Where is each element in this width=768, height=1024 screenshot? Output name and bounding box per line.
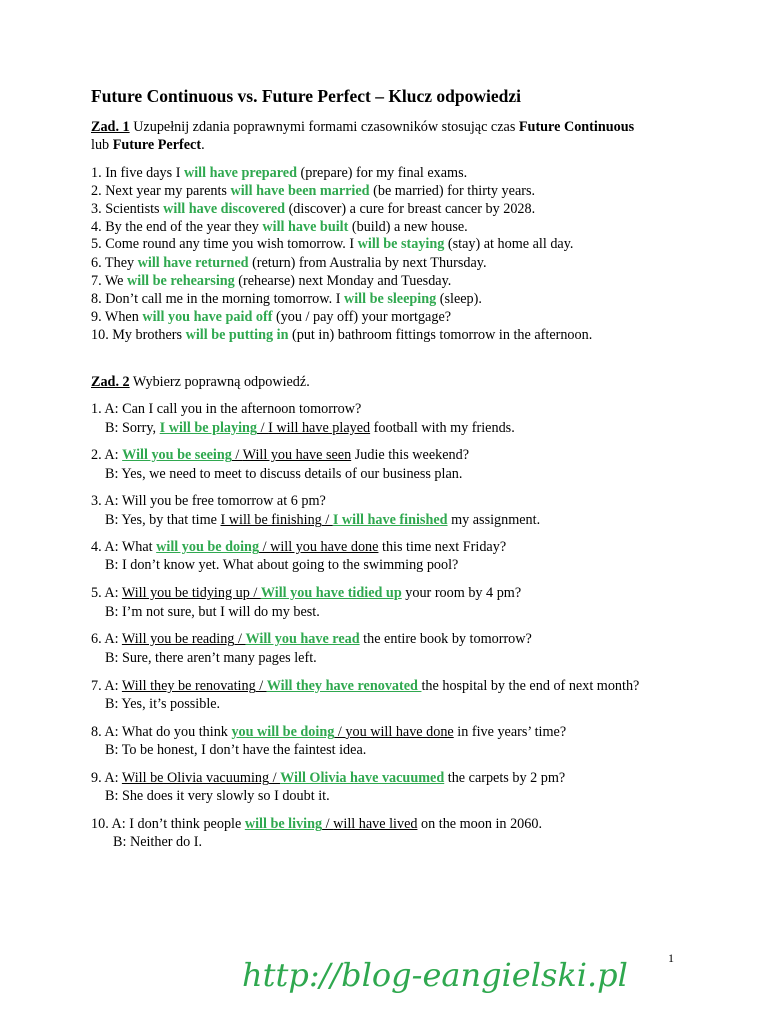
zad2-question: 1. A: Can I call you in the afternoon tomorrow? [91,401,362,417]
zad2-response: B: Yes, it’s possible. [105,696,221,712]
zad2-question: 6. A: Will you be reading / Will you have read the entire book by tomorrow? [91,631,532,647]
zad1-instruction-period: . [201,137,205,153]
correct-option: will you be doing [156,539,260,555]
zad2-answer-line: B: Sorry, I will be playing / I will have played football with my friends. [105,420,515,436]
zad1-item: 6. They will have returned (return) from Australia by next Thursday. [91,255,487,271]
zad2-question: 3. A: Will you be free tomorrow at 6 pm? [91,493,326,509]
correct-option: I will be playing [159,420,258,436]
zad2-question: 9. A: Will be Olivia vacuuming / Will Olivia have vacuumed the carpets by 2 pm? [91,770,566,786]
zad2-response: B: She does it very slowly so I doubt it. [105,788,330,804]
footer-url-text: http://blog-eangielski.pl [242,956,628,994]
zad2-question: 10. A: I don’t think people will be living / will have lived on the moon in 2060. [91,816,542,832]
zad2-response: B: I don’t know yet. What about going to the swimming pool? [105,557,459,573]
tense-future-perfect: Future Perfect [112,137,202,153]
incorrect-option: Will they be renovating [121,678,256,694]
zad1-item: 9. When will you have paid off (you / pay off) your mortgage? [91,309,452,325]
zad1-item: 8. Don’t call me in the morning tomorrow. I will be sleeping (sleep). [91,291,482,307]
zad2-response: B: Neither do I. [113,834,203,850]
zad2-instruction: Zad. 2 Wybierz poprawną odpowiedź. [91,374,310,390]
incorrect-option: Will be Olivia vacuuming [121,770,270,786]
answer: will be rehearsing [127,273,235,289]
zad2-question: 4. A: What will you be doing / will you have done this time next Friday? [91,539,507,555]
correct-option: Will you have read [245,631,360,647]
footer-url[interactable] [238,948,628,1008]
zad1-item: 2. Next year my parents will have been married (be married) for thirty years. [91,183,536,199]
correct-option: you will be doing [231,724,335,740]
zad2-question: 7. A: Will they be renovating / Will they have renovated the hospital by the end of next month? [91,678,640,694]
correct-option: Will you have tidied up [260,585,402,601]
page-number: 1 [668,951,674,965]
answer: will have prepared [183,165,297,181]
answer: will be sleeping [343,291,437,307]
zad2-response: B: Yes, we need to meet to discuss details of our business plan. [105,466,463,482]
correct-option: will be living [244,816,323,832]
incorrect-option: Will you be tidying up [121,585,250,601]
answer: will you have paid off [142,309,273,325]
zad1-item: 5. Come round any time you wish tomorrow. I will be staying (stay) at home all day. [91,236,574,252]
zad2-response: B: I’m not sure, but I will do my best. [105,604,320,620]
zad1-instruction-text: Uzupełnij zdania poprawnymi formami czasowników stosując czas [129,119,519,135]
zad2-response: B: Sure, there aren’t many pages left. [105,650,317,666]
zad1-item: 10. My brothers will be putting in (put in) bathroom fittings tomorrow in the afternoon. [91,327,593,343]
correct-option: Will you be seeing [122,447,232,463]
incorrect-option: I will have played [268,420,371,436]
incorrect-option: Will you be reading [121,631,235,647]
incorrect-option: will have lived [333,816,418,832]
answer: will have discovered [163,201,286,217]
zad2-question: 5. A: Will you be tidying up / Will you have tidied up your room by 4 pm? [91,585,522,601]
zad1-item: 4. By the end of the year they will have built (build) a new house. [91,219,468,235]
zad2-answer-line: B: Yes, by that time I will be finishing / I will have finished my assignment. [105,512,541,528]
zad2-label: Zad. 2 [91,374,130,390]
incorrect-option: you will have done [345,724,454,740]
answer: will have built [262,219,349,235]
zad1-item: 7. We will be rehearsing (rehearse) next Monday and Tuesday. [91,273,452,289]
tense-future-continuous: Future Continuous [518,119,635,135]
zad2-question: 2. A: Will you be seeing / Will you have seen Judie this weekend? [91,447,470,463]
zad1-instruction-text-2: lub [91,137,113,153]
page-title: Future Continuous vs. Future Perfect – Klucz odpowiedzi [91,86,522,106]
zad2-response: B: To be honest, I don’t have the faintest idea. [105,742,367,758]
answer: will have returned [137,255,249,271]
answer: will have been married [230,183,370,199]
zad1-item: 1. In five days I will have prepared (prepare) for my final exams. [91,165,468,181]
correct-option: I will have finished [332,512,448,528]
correct-option: Will Olivia have vacuumed [280,770,445,786]
incorrect-option: Will you have seen [242,447,352,463]
zad1-instruction [91,118,634,154]
incorrect-option: I will be finishing [220,512,322,528]
answer: will be staying [357,236,445,252]
answer: will be putting in [185,327,289,343]
zad1-label: Zad. 1 [91,119,130,135]
incorrect-option: will you have done [270,539,379,555]
zad1-item: 3. Scientists will have discovered (discover) a cure for breast cancer by 2028. [91,201,536,217]
correct-option: Will they have renovated [266,678,422,694]
zad2-question: 8. A: What do you think you will be doing / you will have done in five years’ time? [91,724,567,740]
